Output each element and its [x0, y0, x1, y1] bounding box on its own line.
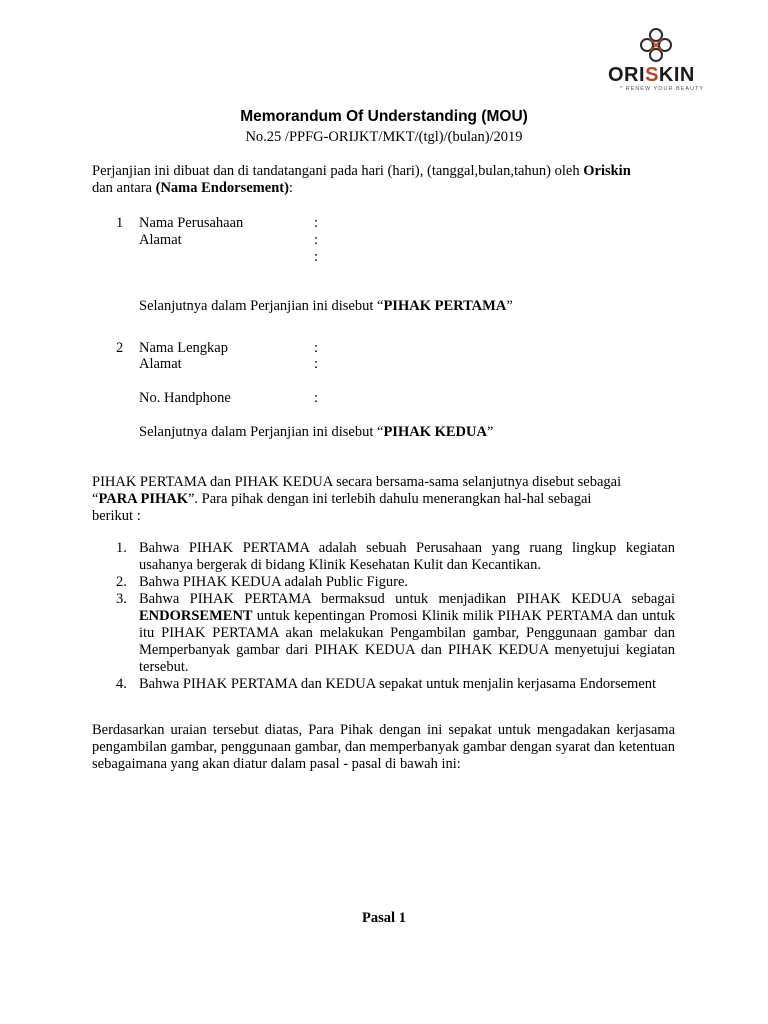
colon: :	[314, 215, 319, 231]
colon: :	[314, 232, 319, 248]
colon: :	[314, 249, 319, 265]
colon: :	[314, 356, 319, 372]
party-number: 1	[116, 215, 124, 231]
parties-paragraph: PIHAK PERTAMA dan PIHAK KEDUA secara bersama-sama selanjutnya disebut sebagai “PARA PIHAK”. Para pihak dengan ini terlebih dahulu menerangkan hal-hal sebagai berikut :	[92, 474, 622, 524]
field-label-name: Nama Lengkap	[139, 340, 228, 356]
field-label-company: Nama Perusahaan	[139, 215, 244, 231]
recitals-list	[92, 540, 675, 693]
intro-paragraph: Perjanjian ini dibuat dan di tandatangani pada hari (hari), (tanggal,bulan,tahun) oleh Oriskin dan antara (Nama Endorsement):	[92, 163, 631, 196]
brand-tagline: * RENEW YOUR BEAUTY	[620, 86, 704, 92]
field-label-address: Alamat	[139, 232, 182, 248]
field-label-address: Alamat	[139, 356, 182, 372]
list-item: 1. Bahwa PIHAK PERTAMA adalah sebuah Perusahaan yang ruang lingkup kegiatan usahanya bergerak di bidang Klinik Kesehatan Kulit dan Kecantikan.	[116, 540, 675, 573]
colon: :	[314, 390, 319, 406]
list-item: 4. Bahwa PIHAK PERTAMA dan KEDUA sepakat untuk menjalin kerjasama Endorsement	[116, 676, 657, 692]
oriskin-logo	[606, 26, 714, 94]
brand-wordmark: ORISKIN	[608, 64, 695, 86]
closing-paragraph: Berdasarkan uraian tersebut diatas, Para Pihak dengan ini sepakat untuk mengadakan kerjasama pengambilan gambar, penggunaan gambar, dan memperbanyak gambar dengan syarat dan ketentuan sebagaimana yang akan diatur dalam pasal - pasal di bawah ini:	[92, 722, 675, 772]
knot-emblem-icon	[634, 26, 678, 64]
document-title: Memorandum Of Understanding (MOU)	[240, 108, 528, 125]
party-two-referred: Selanjutnya dalam Perjanjian ini disebut “PIHAK KEDUA”	[139, 424, 494, 440]
document-number: No.25 /PPFG-ORIJKT/MKT/(tgl)/(bulan)/2019	[245, 129, 523, 145]
party-one-referred: Selanjutnya dalam Perjanjian ini disebut “PIHAK PERTAMA”	[139, 298, 513, 314]
article-heading: Pasal 1	[362, 910, 406, 926]
colon: :	[314, 340, 319, 356]
list-item: 2. Bahwa PIHAK KEDUA adalah Public Figure.	[116, 574, 409, 590]
party-number: 2	[116, 340, 124, 356]
field-label-phone: No. Handphone	[139, 390, 231, 406]
list-item: 3. Bahwa PIHAK PERTAMA bermaksud untuk menjadikan PIHAK KEDUA sebagai ENDORSEMENT untuk kepentingan Promosi Klinik milik PIHAK PERTAMA dan untuk itu PIHAK PERTAMA akan melakukan Pengambilan gambar, Penggunaan gambar dan Memperbanyak gambar dari PIHAK KEDUA dan PIHAK KEDUA menyetujui kegiatan tersebut.	[116, 591, 675, 675]
